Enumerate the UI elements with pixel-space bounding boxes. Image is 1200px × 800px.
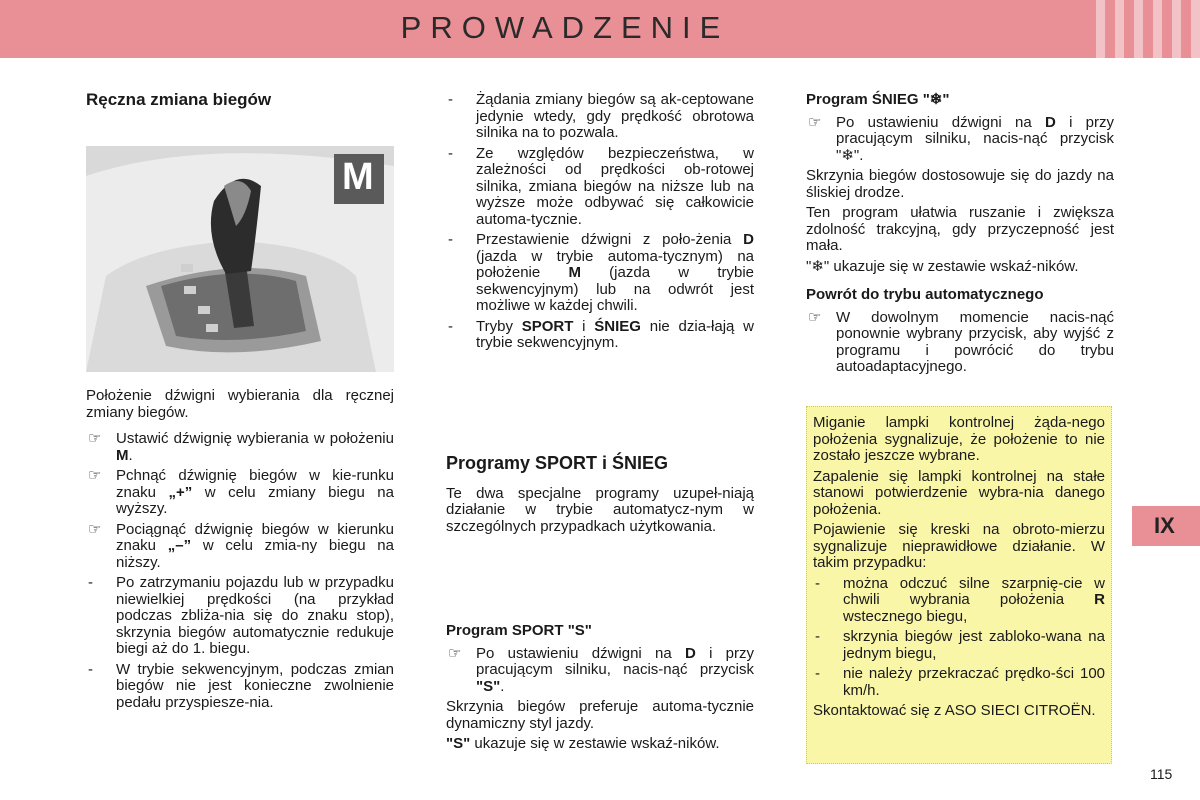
dash-marker: - xyxy=(88,574,93,591)
hand-pointer-icon: ☞ xyxy=(808,308,822,326)
sport-text: Skrzynia biegów preferuje automa-tycznie dynamiczny styl jazdy. xyxy=(446,698,754,732)
hand-pointer-icon: ☞ xyxy=(88,430,102,447)
note-text-4: Skontaktować się z ASO SIECI CITROËN. xyxy=(813,702,1096,719)
list-item: - Przestawienie dźwigni z poło-żenia D (jazda w trybie automa-tycznym) na położenie M (jazda w trybie sekwencyjnym) lub na odwrót jest możliwe w każdej chwili. xyxy=(448,231,754,314)
column-1 xyxy=(86,92,394,113)
note-text-1: Miganie lampki kontrolnej żąda-nego położenia sygnalizuje, że położenie to nie zostało jeszcze wybrane. xyxy=(813,414,1105,464)
column-2-programs xyxy=(446,455,754,539)
hand-pointer-icon: ☞ xyxy=(88,467,102,484)
page-header xyxy=(0,0,1200,58)
column-3 xyxy=(806,92,1114,380)
section-heading-manual: Ręczna zmiana biegów xyxy=(86,90,272,109)
list-item: ☞ W dowolnym momencie nacis-nąć ponownie wybrany przycisk, aby wyjść z programu i powrócić do trybu autoadaptacyjnego. xyxy=(808,308,1114,375)
info-note-box xyxy=(806,406,1112,764)
gear-lever-photo xyxy=(86,146,394,372)
hand-pointer-icon: ☞ xyxy=(808,113,822,131)
list-item: - Żądania zmiany biegów są ak-ceptowane jedynie wtedy, gdy prędkość obrotowa silnika na to pozwala. xyxy=(448,91,754,141)
list-item: - nie należy przekraczać prędko-ści 100 km/h. xyxy=(815,665,1105,699)
page-number: 115 xyxy=(1150,766,1173,782)
list-item: ☞ Po ustawieniu dźwigni na D i przy pracującym silniku, nacis-nąć przycisk "S". xyxy=(448,644,754,695)
list-item: ☞ Po ustawieniu dźwigni na D i przy pracującym silniku, nacis-nąć przycisk "❄". xyxy=(808,113,1114,164)
list-item: - Po zatrzymaniu pojazdu lub w przypadku niewielkiej prędkości (na przykład podczas zbliża-nia się do znaku stop), skrzynia biegów automatycznie redukuje biegi aż do 1. biegu. xyxy=(88,574,394,657)
list-item: - skrzynia biegów jest zabloko-wana na jednym biegu, xyxy=(815,628,1105,662)
list-item: ☞ Pociągnąć dźwignię biegów w kierunku znaku „–” w celu zmia-ny biegu na niższy. xyxy=(88,520,394,571)
header-stripes xyxy=(1086,0,1200,58)
snow-text-2: Ten program ułatwia ruszanie i zwiększa zdolność trakcyjną, gdy przyczepność jest mała. xyxy=(806,204,1114,254)
column-2-sport xyxy=(446,623,754,757)
snow-text-3: "❄" ukazuje się w zestawie wskaź-ników. xyxy=(806,257,1079,275)
snow-heading: Program ŚNIEG "❄" xyxy=(806,91,950,108)
m-badge: M xyxy=(342,156,374,198)
sport-indicator-text: "S" ukazuje się w zestawie wskaź-ników. xyxy=(446,735,720,752)
list-item: - W trybie sekwencyjnym, podczas zmian biegów nie jest konieczne zwolnienie pedału przyspiesze-nia. xyxy=(88,660,394,711)
snow-text-1: Skrzynia biegów dostosowuje się do jazdy na śliskiej drodze. xyxy=(806,167,1114,201)
hand-pointer-icon: ☞ xyxy=(88,520,102,538)
note-text-3: Pojawienie się kreski na obroto-mierzu sygnalizuje nieprawidłowe działanie. W takim przypadku: xyxy=(813,521,1105,571)
list-item: ☞ Pchnąć dźwignię biegów w kie-runku znaku „+” w celu zmiany biegu na wyższy. xyxy=(88,467,394,517)
return-heading: Powrót do trybu automatycznego xyxy=(806,286,1044,303)
sport-heading: Program SPORT "S" xyxy=(446,622,592,639)
list-item: - można odczuć silne szarpnię-cie w chwili wybrania położenia R wstecznego biegu, xyxy=(815,574,1105,625)
list-item: ☞ Ustawić dźwignię wybierania w położeniu M. xyxy=(88,430,394,464)
page-title: PROWADZENIE xyxy=(400,10,730,45)
column-1-text xyxy=(86,388,394,715)
column-2 xyxy=(446,92,754,356)
hand-pointer-icon: ☞ xyxy=(448,644,462,662)
note-text-2: Zapalenie się lampki kontrolnej na stałe stanowi potwierdzenie wybra-nia danego położenia. xyxy=(813,467,1105,518)
dash-marker: - xyxy=(88,660,93,678)
photo-caption: Położenie dźwigni wybierania dla ręcznej zmiany biegów. xyxy=(86,387,394,421)
list-item: - Tryby SPORT i ŚNIEG nie dzia-łają w trybie sekwencyjnym. xyxy=(448,317,754,351)
section-heading-programs: Programy SPORT i ŚNIEG xyxy=(446,453,669,473)
list-item: - Ze względów bezpieczeństwa, w zależności od prędkości ob-rotowej silnika, zmiana biegów na niższe lub na wyższe może odbywać się całkowicie automa-tycznie. xyxy=(448,144,754,228)
programs-intro: Te dwa specjalne programy uzupeł-niają działanie w trybie automatycz-nym w szczególnych przypadkach użytkowania. xyxy=(446,484,754,535)
chapter-tab: IX xyxy=(1132,506,1200,546)
